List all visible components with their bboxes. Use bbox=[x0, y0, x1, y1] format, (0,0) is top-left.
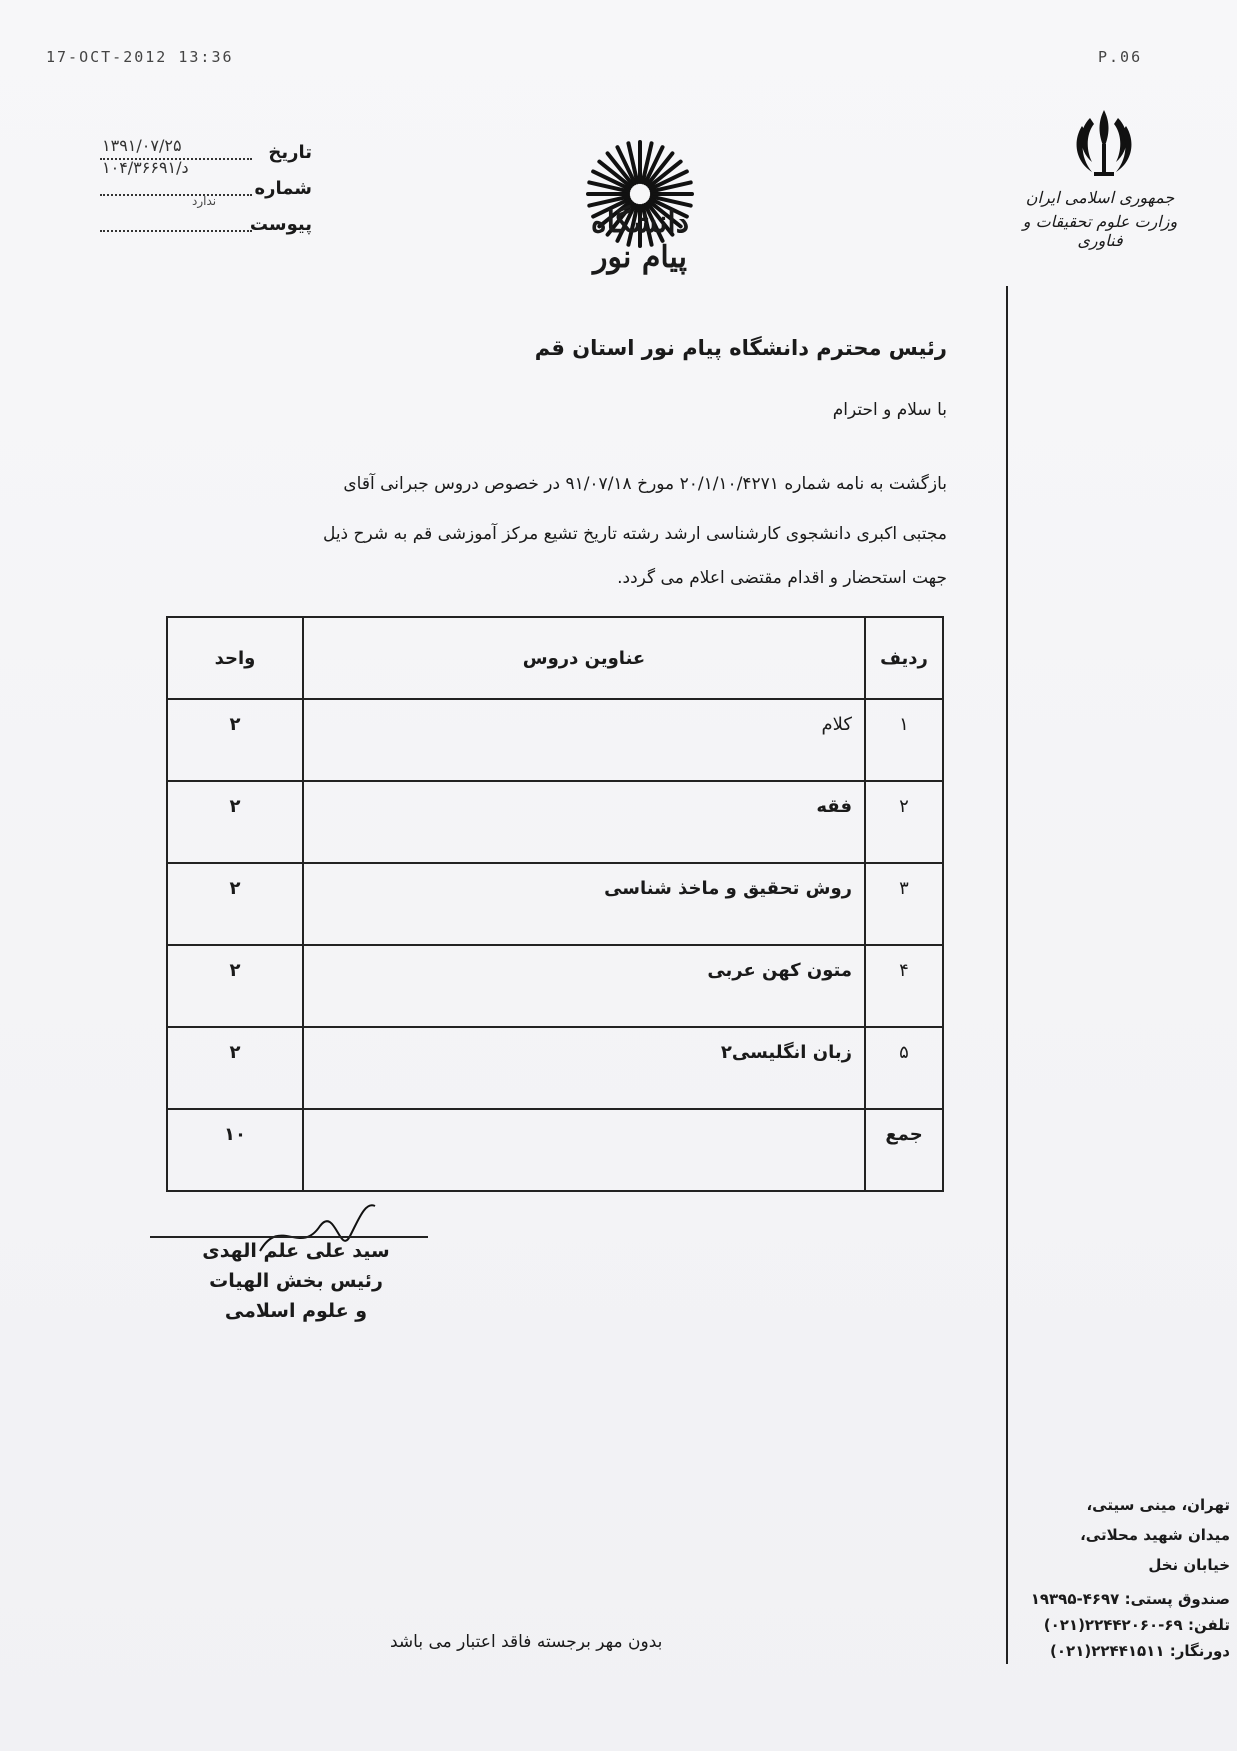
iran-emblem-icon bbox=[1072, 104, 1136, 184]
number-label: شماره bbox=[254, 178, 312, 199]
signature-line bbox=[150, 1236, 428, 1238]
margin-divider bbox=[1006, 286, 1008, 1664]
table-row bbox=[167, 945, 943, 1027]
table-row bbox=[167, 699, 943, 781]
row-number: ۵ bbox=[865, 1027, 943, 1109]
signer-title: و علوم اسلامی bbox=[224, 1300, 368, 1322]
letter-recipient: رئیس محترم دانشگاه پیام نور استان قم bbox=[534, 336, 947, 360]
course-units: ۲ bbox=[167, 945, 303, 1027]
postal-box: صندوق پستی: ۴۶۹۷-۱۹۳۹۵ bbox=[1030, 1590, 1230, 1608]
address-line: خیابان نخل bbox=[1148, 1556, 1230, 1574]
total-label: جمع bbox=[865, 1109, 943, 1191]
ministry-line2: وزارت علوم تحقیقات و فناوری bbox=[1022, 212, 1178, 250]
course-title: کلام bbox=[303, 699, 865, 781]
date-value: ۱۳۹۱/۰۷/۲۵ bbox=[102, 136, 182, 155]
attachment-row bbox=[92, 208, 312, 244]
signer-name: سید علی علم الهدی bbox=[202, 1240, 390, 1262]
table-row bbox=[167, 863, 943, 945]
university-name: دانشگاه پیام نور bbox=[590, 205, 690, 275]
total-spacer bbox=[303, 1109, 865, 1191]
course-units: ۲ bbox=[167, 1027, 303, 1109]
row-number: ۴ bbox=[865, 945, 943, 1027]
row-number: ۲ bbox=[865, 781, 943, 863]
course-title: فقه bbox=[303, 781, 865, 863]
header-row-number: ردیف bbox=[865, 617, 943, 699]
phone-number: تلفن: ۶۹-۲۲۴۴۲۰۶۰(۰۲۱) bbox=[1043, 1616, 1230, 1634]
number-row bbox=[92, 158, 312, 208]
course-units: ۲ bbox=[167, 863, 303, 945]
header-units: واحد bbox=[167, 617, 303, 699]
table-row bbox=[167, 1027, 943, 1109]
signer-title: رئیس بخش الهیات bbox=[209, 1270, 383, 1292]
date-label: تاریخ bbox=[268, 142, 312, 163]
table-total-row bbox=[167, 1109, 943, 1191]
dotted-line bbox=[100, 194, 252, 196]
letter-body-line: بازگشت به نامه شماره ۲۰/۱/۱۰/۴۲۷۱ مورخ ۹۱/۰۷/۱۸ در خصوص دروس جبرانی آقای bbox=[343, 474, 947, 494]
course-title: متون کهن عربی bbox=[303, 945, 865, 1027]
ministry-line1: جمهوری اسلامی ایران bbox=[1025, 188, 1175, 207]
dotted-line bbox=[100, 230, 252, 232]
header-course-title: عناوین دروس bbox=[303, 617, 865, 699]
letter-greeting: با سلام و احترام bbox=[832, 400, 947, 420]
course-units: ۲ bbox=[167, 699, 303, 781]
fax-number: دورنگار: ۲۲۴۴۱۵۱۱(۰۲۱) bbox=[1050, 1642, 1230, 1660]
table-row bbox=[167, 781, 943, 863]
courses-table bbox=[166, 616, 944, 1192]
course-title: زبان انگلیسی۲ bbox=[303, 1027, 865, 1109]
course-title: روش تحقیق و ماخذ شناسی bbox=[303, 863, 865, 945]
letter-meta bbox=[92, 136, 312, 244]
number-value: د/۱۰۴/۳۶۶۹۱ bbox=[102, 158, 189, 177]
table-header-row bbox=[167, 617, 943, 699]
number-note: ندارد bbox=[192, 194, 217, 208]
address-line: میدان شهید محلاتی، bbox=[1080, 1526, 1230, 1544]
attachment-label: پیوست bbox=[249, 214, 312, 235]
course-units: ۲ bbox=[167, 781, 303, 863]
total-units: ۱۰ bbox=[167, 1109, 303, 1191]
fax-timestamp: 17-OCT-2012 13:36 bbox=[46, 48, 234, 66]
row-number: ۱ bbox=[865, 699, 943, 781]
letter-body-line: جهت استحضار و اقدام مقتضی اعلام می گردد. bbox=[617, 568, 947, 588]
validity-footnote: بدون مهر برجسته فاقد اعتبار می باشد bbox=[390, 1632, 663, 1652]
row-number: ۳ bbox=[865, 863, 943, 945]
letter-body-line: مجتبی اکبری دانشجوی کارشناسی ارشد رشته تاریخ تشیع مرکز آموزشی قم به شرح ذیل bbox=[322, 524, 947, 544]
fax-page-number: P.06 bbox=[1098, 48, 1143, 66]
address-line: تهران، مینی سیتی، bbox=[1086, 1496, 1230, 1514]
